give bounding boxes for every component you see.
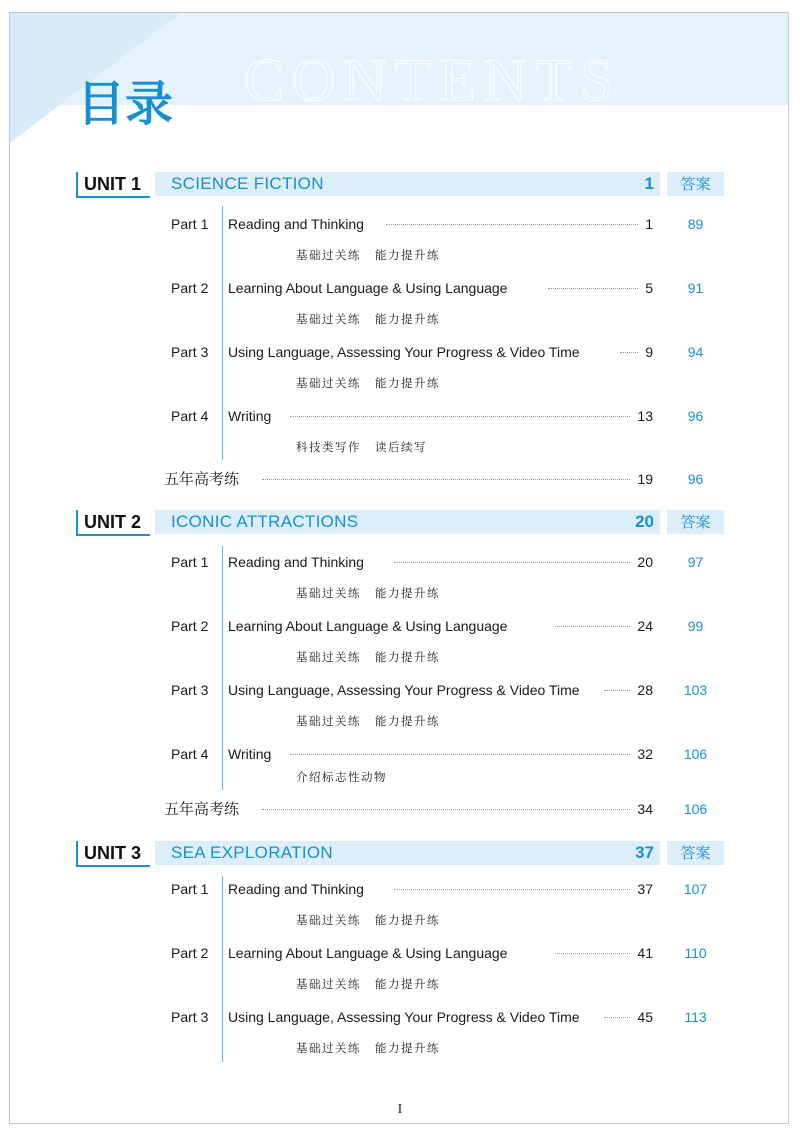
unit-page-number: 1	[644, 174, 654, 193]
part-title: Using Language, Assessing Your Progress & Video Time	[228, 1006, 586, 1028]
answer-page: 96	[687, 471, 704, 487]
answer-page: 97	[687, 554, 704, 570]
page-number: 41	[560, 942, 653, 964]
unit-page-number: 37	[635, 843, 654, 862]
page-title: 目录	[77, 76, 174, 132]
toc-entry[interactable]	[0, 277, 800, 299]
answer-page: 91	[687, 280, 704, 296]
page-number: 37	[560, 878, 653, 900]
sub-exercises: 基础过关练 能力提升练	[296, 650, 440, 664]
section-divider-line	[222, 876, 223, 1062]
toc-entry[interactable]	[0, 405, 800, 427]
sub-exercises: 基础过关练 能力提升练	[296, 312, 440, 326]
toc-entry[interactable]	[0, 743, 800, 765]
answer-page: 96	[687, 408, 704, 424]
sub-exercises: 科技类写作 读后续写	[296, 440, 427, 454]
sub-exercises: 基础过关练 能力提升练	[296, 977, 440, 991]
answer-page: 103	[683, 682, 708, 698]
part-label: Part 2	[171, 945, 209, 961]
toc-entry[interactable]	[0, 615, 800, 637]
page-number: 34	[560, 798, 653, 820]
part-title: Learning About Language & Using Language	[228, 942, 513, 964]
answer-page: 99	[687, 618, 704, 634]
answer-page: 94	[687, 344, 704, 360]
answer-page: 89	[687, 216, 704, 232]
page-folio: I	[397, 1102, 403, 1117]
unit-name[interactable]: ICONIC ATTRACTIONS	[171, 512, 359, 531]
unit-code: UNIT 3	[84, 843, 142, 863]
part-title: Writing	[228, 405, 277, 427]
sub-exercises: 介绍标志性动物	[296, 770, 387, 784]
sub-exercises: 基础过关练 能力提升练	[296, 376, 440, 390]
part-title: Learning About Language & Using Language	[228, 615, 513, 637]
answer-header: 答案	[667, 841, 724, 865]
toc-entry[interactable]	[0, 213, 800, 235]
part-label: Part 4	[171, 746, 209, 762]
sub-exercises: 基础过关练 能力提升练	[296, 714, 440, 728]
page-number: 20	[560, 551, 653, 573]
answer-page: 106	[683, 746, 708, 762]
answer-page: 110	[684, 945, 707, 961]
part-title: Reading and Thinking	[228, 551, 370, 573]
page-number: 5	[560, 277, 653, 299]
part-title: Learning About Language & Using Language	[228, 277, 513, 299]
part-label: Part 1	[171, 216, 209, 232]
page-number: 28	[560, 679, 653, 701]
part-title: Using Language, Assessing Your Progress & Video Time	[228, 341, 586, 363]
page-number: 1	[560, 213, 653, 235]
answer-page: 107	[683, 881, 708, 897]
page-number: 19	[560, 468, 653, 490]
page-number: 45	[560, 1006, 653, 1028]
unit-code: UNIT 1	[84, 174, 142, 194]
part-label: Part 2	[171, 618, 209, 634]
drill-title: 五年高考练	[164, 468, 247, 490]
part-label: Part 1	[171, 554, 209, 570]
sub-exercises: 基础过关练 能力提升练	[296, 586, 440, 600]
toc-entry[interactable]	[0, 942, 800, 964]
toc-entry-drill[interactable]	[0, 798, 800, 820]
answer-header: 答案	[667, 510, 724, 534]
toc-entry[interactable]	[0, 679, 800, 701]
page-number: 9	[560, 341, 653, 363]
answer-header: 答案	[667, 172, 724, 196]
page-number: 24	[560, 615, 653, 637]
part-label: Part 3	[171, 344, 209, 360]
part-title: Reading and Thinking	[228, 213, 370, 235]
sub-exercises: 基础过关练 能力提升练	[296, 1041, 440, 1055]
answer-page: 113	[684, 1009, 707, 1025]
sub-exercises: 基础过关练 能力提升练	[296, 248, 440, 262]
toc-entry[interactable]	[0, 1006, 800, 1028]
toc-entry[interactable]	[0, 551, 800, 573]
contents-watermark: CONTENTS	[244, 47, 622, 113]
unit-name[interactable]: SCIENCE FICTION	[171, 174, 324, 193]
part-label: Part 4	[171, 408, 209, 424]
answer-page: 106	[683, 801, 708, 817]
page-number: 13	[560, 405, 653, 427]
unit-page-number: 20	[635, 512, 654, 531]
unit-name[interactable]: SEA EXPLORATION	[171, 843, 333, 862]
toc-entry[interactable]	[0, 341, 800, 363]
part-label: Part 1	[171, 881, 209, 897]
part-label: Part 2	[171, 280, 209, 296]
part-title: Using Language, Assessing Your Progress & Video Time	[228, 679, 586, 701]
toc-entry-drill[interactable]	[0, 468, 800, 490]
page-number: 32	[560, 743, 653, 765]
unit-code: UNIT 2	[84, 512, 142, 532]
part-title: Reading and Thinking	[228, 878, 370, 900]
drill-title: 五年高考练	[164, 798, 247, 820]
part-label: Part 3	[171, 682, 209, 698]
part-label: Part 3	[171, 1009, 209, 1025]
sub-exercises: 基础过关练 能力提升练	[296, 913, 440, 927]
part-title: Writing	[228, 743, 277, 765]
toc-entry[interactable]	[0, 878, 800, 900]
